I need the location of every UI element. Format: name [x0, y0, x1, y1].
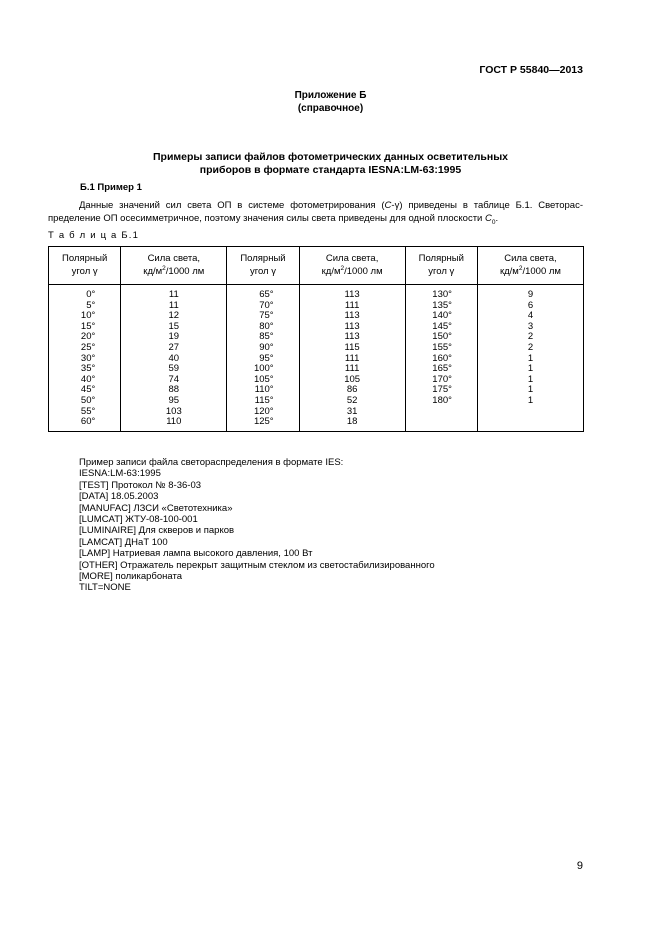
- table-cell-value: 115°: [254, 394, 274, 406]
- heading-line-1: Примеры записи файлов фотометрических данных осветительных: [152, 151, 508, 163]
- table-cell-value: 75°: [259, 310, 274, 322]
- table-cell-value: 5°: [86, 299, 96, 311]
- table-cell-value: 40°: [80, 373, 96, 385]
- table-cell-value: 111: [344, 299, 360, 311]
- header-intensity: Сила света, $кд/м^2/1000$ лм: [477, 247, 583, 285]
- table-cell-value: 145°: [432, 320, 452, 332]
- document-code: ГОСТ Р 55840—2013: [479, 64, 583, 76]
- appendix-label: Приложение Б: [294, 90, 367, 101]
- table-cell-value: 103: [165, 405, 182, 417]
- subsection-title: Б.1 Пример 1: [80, 182, 142, 193]
- table-cell-value: 113: [344, 320, 360, 332]
- table-cell-value: 30°: [80, 352, 96, 364]
- table-cell-value: 113: [344, 289, 360, 300]
- header-intensity: Сила света, $кд/м^2/1000$ лм: [299, 247, 405, 285]
- table-cell-value: 31: [346, 405, 358, 417]
- ies-line: IESNA:LM-63:1995: [79, 468, 161, 480]
- table-cell-value: 20°: [80, 331, 96, 343]
- ies-line: [OTHER] Отражатель перекрыт защитным стеклом из светостабилизированного: [79, 559, 435, 571]
- table-cell-value: 175°: [432, 384, 452, 396]
- table-cell-value: 3: [527, 320, 534, 332]
- table-cell-value: 2: [527, 341, 534, 353]
- table-cell-value: 11: [168, 299, 179, 311]
- ies-file-example: [79, 457, 435, 594]
- table-cell-value: 88: [168, 384, 180, 396]
- table-cell-value: 25°: [80, 341, 96, 353]
- table-cell-value: 85°: [259, 331, 274, 343]
- ies-line: [LUMINAIRE] Для скверов и парков: [79, 525, 235, 537]
- angle-column-1: [49, 285, 121, 432]
- table-cell-value: 15: [168, 320, 180, 332]
- table-cell-value: 100°: [253, 363, 274, 375]
- table-cell-value: 40: [168, 352, 180, 364]
- table-cell-value: 6: [527, 299, 534, 311]
- table-cell-value: 1: [527, 373, 534, 385]
- photometric-table: [48, 246, 584, 432]
- ies-line: [LAMCAT] ДНаТ 100: [79, 536, 168, 548]
- table-cell-value: 2: [527, 331, 534, 343]
- table-header-row: [49, 247, 584, 285]
- table-cell-value: 70°: [259, 299, 274, 311]
- angle-column-3: [405, 285, 477, 432]
- angle-column-2: [227, 285, 299, 432]
- table-cell-value: 111: [344, 352, 360, 364]
- intensity-column-1: [121, 285, 227, 432]
- table-cell-value: 12: [168, 310, 180, 322]
- table-cell-value: 80°: [259, 320, 274, 332]
- table-cell-value: 60°: [80, 416, 96, 428]
- table-cell-value: 115: [344, 341, 360, 353]
- table-cell-value: 140°: [432, 310, 452, 322]
- table-cell-value: 50°: [80, 394, 96, 406]
- table-cell-value: 18: [346, 416, 358, 428]
- table-cell-value: 1: [527, 363, 534, 375]
- page-number: 9: [576, 860, 583, 872]
- ies-line: [LAMP] Натриевая лампа высокого давления, 100 Вт: [79, 548, 313, 560]
- table-cell-value: 160°: [432, 352, 452, 364]
- ies-line: [DATA] 18.05.2003: [79, 491, 159, 503]
- table-cell-value: 1: [527, 394, 534, 406]
- table-cell-value: 9: [527, 289, 534, 300]
- intensity-column-3: [477, 285, 583, 432]
- table-cell-value: 1: [527, 352, 534, 364]
- table-cell-value: 135°: [432, 299, 452, 311]
- header-angle: Полярный угол γ: [405, 247, 477, 285]
- table-cell-value: 0°: [86, 289, 96, 300]
- paragraph-line-2: пределение ОП осесимметричное, поэтому значения силы света приведены для одной плоскости $C_0$.: [48, 213, 499, 226]
- table-cell-value: 35°: [80, 363, 96, 375]
- table-cell-value: 155°: [432, 341, 452, 353]
- table-cell-value: 1: [527, 384, 534, 396]
- table-cell-value: 90°: [259, 341, 274, 353]
- table-cell-value: 105: [344, 373, 361, 385]
- table-cell-value: 27: [168, 341, 180, 353]
- table-cell-value: 74: [168, 373, 180, 385]
- section-heading: [0, 151, 661, 177]
- table-cell-value: 52: [346, 394, 358, 406]
- table-cell-value: 55°: [80, 405, 96, 417]
- table-cell-value: 59: [168, 363, 180, 375]
- intensity-column-2: [299, 285, 405, 432]
- table-cell-value: 105°: [253, 373, 274, 385]
- table-cell-value: 113: [344, 331, 360, 343]
- table-cell-value: 150°: [432, 331, 452, 343]
- table-cell-value: 4: [527, 310, 534, 322]
- table-cell-value: 95°: [259, 352, 274, 364]
- table-cell-value: 180°: [432, 394, 452, 406]
- header-angle: Полярный угол γ: [227, 247, 299, 285]
- table-body-row: [49, 285, 584, 432]
- description-paragraph: [48, 199, 583, 225]
- table-cell-value: 10°: [80, 310, 96, 322]
- table-cell-value: 19: [168, 331, 180, 343]
- table-cell-value: 120°: [253, 405, 274, 417]
- table-cell-value: 65°: [259, 289, 274, 300]
- ies-line: [TEST] Протокол № 8-36-03: [79, 479, 202, 491]
- table-cell-value: 110: [166, 416, 182, 428]
- table-cell-value: 130°: [432, 289, 452, 300]
- header-angle: Полярный угол γ: [49, 247, 121, 285]
- table-cell-value: 95: [168, 394, 180, 406]
- ies-line: [MANUFAC] ЛЗСИ «Светотехника»: [79, 502, 233, 514]
- table-cell-value: 165°: [432, 363, 452, 375]
- appendix-type: (справочное): [297, 103, 364, 114]
- table-cell-value: 111: [344, 363, 360, 375]
- ies-line: [LUMCAT] ЖТУ-08-100-001: [79, 514, 198, 526]
- table-cell-value: 45°: [80, 384, 96, 396]
- table-cell-value: 113: [344, 310, 360, 322]
- table-cell-value: 170°: [432, 373, 452, 385]
- ies-line: Пример записи файла светораспределения в формате IES:: [79, 457, 344, 468]
- table-cell-value: 11: [168, 289, 179, 300]
- table-cell-value: 125°: [253, 416, 274, 428]
- table-caption: Т а б л и ц а Б.1: [48, 230, 140, 241]
- table-cell-value: 86: [346, 384, 358, 396]
- paragraph-line-1: Данные значений сил света ОП в системе фотометрирования (C-γ) приведены в таблице Б.1. Светорас-: [79, 200, 583, 211]
- heading-line-2: приборов в формате стандарта IESNA:LM-63:1995: [199, 164, 462, 176]
- table-cell-value: 15°: [80, 320, 96, 332]
- header-intensity: Сила света, $кд/м^2/1000$ лм: [121, 247, 227, 285]
- ies-line: [MORE] поликарбоната: [79, 571, 182, 583]
- table-cell-value: 110°: [254, 384, 274, 396]
- ies-line: TILT=NONE: [79, 582, 131, 594]
- appendix-title: [0, 89, 661, 115]
